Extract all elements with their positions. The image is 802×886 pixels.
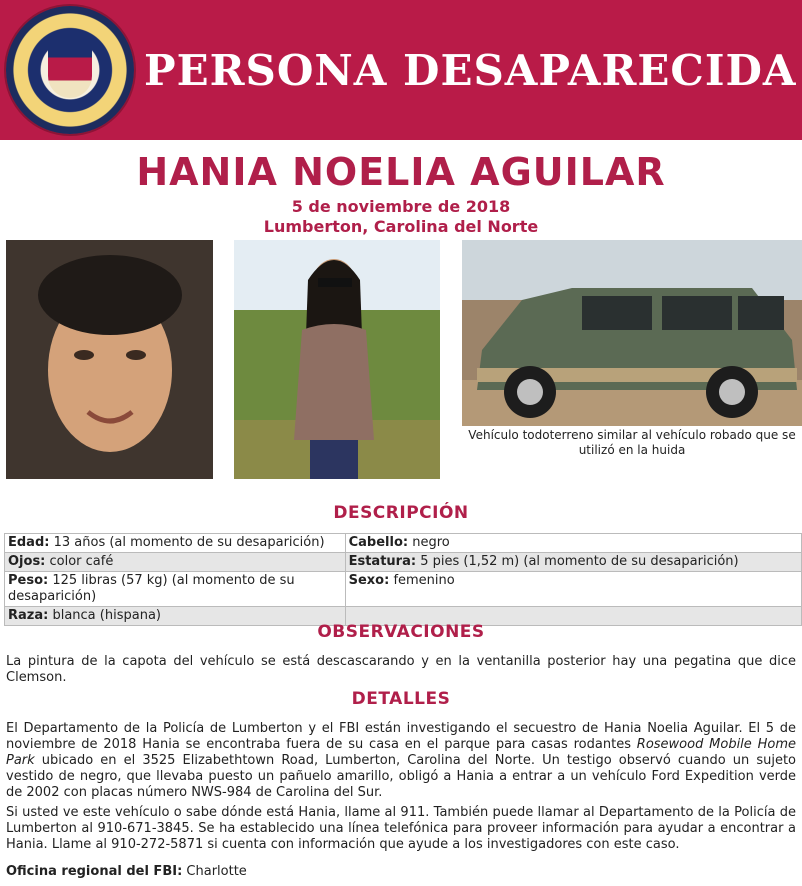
photo-vehicle: [462, 240, 802, 426]
header-title: PERSONA DESAPARECIDA: [144, 46, 797, 95]
hair-label: Cabello:: [348, 535, 409, 550]
race-value: blanca (hispana): [52, 608, 161, 623]
height-label: Estatura:: [348, 554, 417, 569]
table-row: [5, 534, 802, 553]
description-title: DESCRIPCIÓN: [333, 503, 469, 523]
header-banner: [0, 0, 802, 140]
details-p1-start: El Departamento de la Policía de Lumberton y el FBI están investigando el secuestro de Hania Noelia Aguilar. El 5 de noviembre de 2018 Hania se encontraba fuera de su casa en el parque para casas rodantes: [6, 721, 796, 752]
sex-value: femenino: [393, 573, 455, 588]
eyes-label: Ojos:: [8, 554, 46, 569]
hair-value: negro: [412, 535, 450, 550]
seal-shield-icon: [48, 40, 92, 98]
field-office-label: Oficina regional del FBI:: [6, 864, 183, 879]
photo-full-body: [234, 240, 440, 479]
weight-value: 125 libras (57 kg) (al momento de su desaparición): [8, 573, 295, 604]
person-name: HANIA NOELIA AGUILAR: [136, 150, 666, 194]
age-value: 13 años (al momento de su desaparición): [53, 535, 325, 550]
vehicle-caption: Vehículo todoterreno similar al vehículo robado que se utilizó en la huida: [468, 428, 796, 457]
height-value: 5 pies (1,52 m) (al momento de su desaparición): [420, 554, 739, 569]
details-paragraph-2: Si usted ve este vehículo o sabe dónde está Hania, llame al 911. También puede llamar al Departamento de la Policía de Lumberton al 910-671-3845. Se ha establecido una línea telefónica para proveer información para ayudar a encontrar a Hania. Llame al 910-272-5871 si cuenta con información que ayude a los investigadores con este caso.: [6, 805, 796, 852]
missing-location: Lumberton, Carolina del Norte: [263, 217, 539, 236]
eyes-value: color café: [49, 554, 114, 569]
field-office-value: Charlotte: [186, 864, 247, 879]
table-row: [5, 553, 802, 572]
details-p1-park: Rosewood Mobile Home Park: [6, 737, 796, 768]
missing-date: 5 de noviembre de 2018: [291, 197, 511, 216]
details-title: DETALLES: [351, 689, 451, 709]
fbi-seal-logo: [6, 6, 134, 134]
race-label: Raza:: [8, 608, 49, 623]
sex-label: Sexo:: [348, 573, 390, 588]
observations-title: OBSERVACIONES: [317, 622, 485, 642]
details-p1-end: ubicado en el 3525 Elizabethtown Road, Lumberton, Carolina del Norte. Un testigo observó cuando un sujeto vestido de negro, que llevaba puesto un pañuelo amarillo, obligó a Hania a entrar a un vehículo Ford Expedition verde de 2002 con placas número NWS-984 de Carolina del Sur.: [6, 753, 796, 800]
description-table: [4, 533, 802, 626]
details-paragraph-1: [6, 721, 796, 801]
weight-label: Peso:: [8, 573, 49, 588]
field-office: [6, 864, 796, 880]
observations-text: La pintura de la capota del vehículo se está descascarando y en la ventanilla posterior hay una pegatina que dice Clemson.: [6, 654, 796, 685]
table-row: [5, 572, 802, 607]
photo-portrait: [6, 240, 213, 479]
age-label: Edad:: [8, 535, 50, 550]
